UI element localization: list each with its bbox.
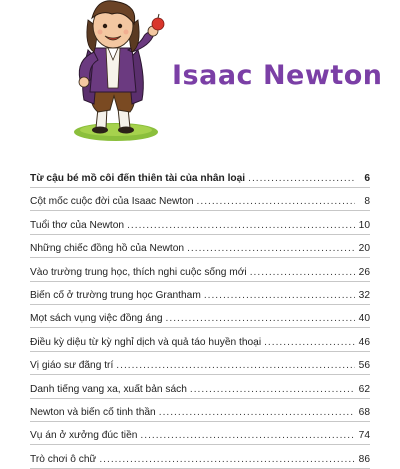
toc-entry[interactable] xyxy=(30,352,370,375)
toc-entry[interactable] xyxy=(30,305,370,328)
toc-entry-page: 40 xyxy=(358,313,370,325)
toc-entry-label: Vào trường trung học, thích nghi cuộc sống mới xyxy=(30,266,247,278)
toc-entry-label: Tuổi thơ của Newton xyxy=(30,219,125,231)
toc-entry-label: Từ cậu bé mồ côi đến thiên tài của nhân loại xyxy=(30,173,246,184)
toc-leader-dots xyxy=(159,407,355,418)
toc-entry-page: 8 xyxy=(364,196,370,208)
toc-entry-label: Danh tiếng vang xa, xuất bản sách xyxy=(30,383,187,395)
toc-entry[interactable] xyxy=(30,170,370,188)
table-of-contents xyxy=(30,170,370,469)
toc-leader-dots xyxy=(166,313,355,324)
toc-entry[interactable] xyxy=(30,188,370,211)
toc-entry-page: 68 xyxy=(358,406,370,418)
toc-entry-label: Vụ án ở xưởng đúc tiền xyxy=(30,430,138,442)
toc-entry-label: Điều kỳ diệu từ kỳ nghỉ dịch và quả táo huyền thoại xyxy=(30,336,262,348)
toc-leader-dots xyxy=(197,196,355,207)
toc-entry[interactable] xyxy=(30,235,370,258)
toc-leader-dots xyxy=(140,430,355,441)
toc-entry-page: 10 xyxy=(358,219,370,231)
toc-entry-label: Biến cố ở trường trung học Grantham xyxy=(30,289,201,301)
toc-entry[interactable] xyxy=(30,445,370,468)
toc-entry-page: 56 xyxy=(358,360,370,372)
toc-entry-label: Cột mốc cuộc đời của Isaac Newton xyxy=(30,196,194,208)
toc-leader-dots xyxy=(99,454,355,465)
toc-entry-page: 86 xyxy=(358,453,370,465)
toc-entry-page: 6 xyxy=(364,173,370,184)
newton-cartoon-illustration xyxy=(58,0,178,142)
toc-entry-label: Vị giáo sư đãng trí xyxy=(30,360,114,372)
toc-entry-page: 26 xyxy=(358,266,370,278)
toc-entry-label: Newton và biến cố tinh thần xyxy=(30,406,156,418)
toc-entry-page: 62 xyxy=(358,383,370,395)
toc-entry-label: Những chiếc đồng hồ của Newton xyxy=(30,243,185,255)
toc-entry[interactable] xyxy=(30,258,370,281)
toc-leader-dots xyxy=(187,243,355,254)
toc-leader-dots xyxy=(127,220,355,231)
toc-leader-dots xyxy=(190,384,355,395)
toc-entry-page: 46 xyxy=(358,336,370,348)
toc-entry[interactable] xyxy=(30,211,370,234)
toc-entry-page: 20 xyxy=(358,243,370,255)
toc-leader-dots xyxy=(116,360,355,371)
toc-entry-label: Mọt sách vụng việc đồng áng xyxy=(30,313,163,325)
toc-leader-dots xyxy=(248,173,355,184)
toc-leader-dots xyxy=(250,267,355,278)
toc-entry[interactable] xyxy=(30,328,370,351)
toc-entry[interactable] xyxy=(30,282,370,305)
book-title: Isaac Newton xyxy=(172,60,383,91)
toc-entry[interactable] xyxy=(30,399,370,422)
toc-entry-page: 32 xyxy=(358,289,370,301)
toc-entry[interactable] xyxy=(30,375,370,398)
toc-entry[interactable] xyxy=(30,422,370,445)
toc-leader-dots xyxy=(204,290,355,301)
toc-entry-page: 74 xyxy=(358,430,370,442)
toc-entry-label: Trò chơi ô chữ xyxy=(30,453,97,465)
toc-leader-dots xyxy=(264,337,355,348)
